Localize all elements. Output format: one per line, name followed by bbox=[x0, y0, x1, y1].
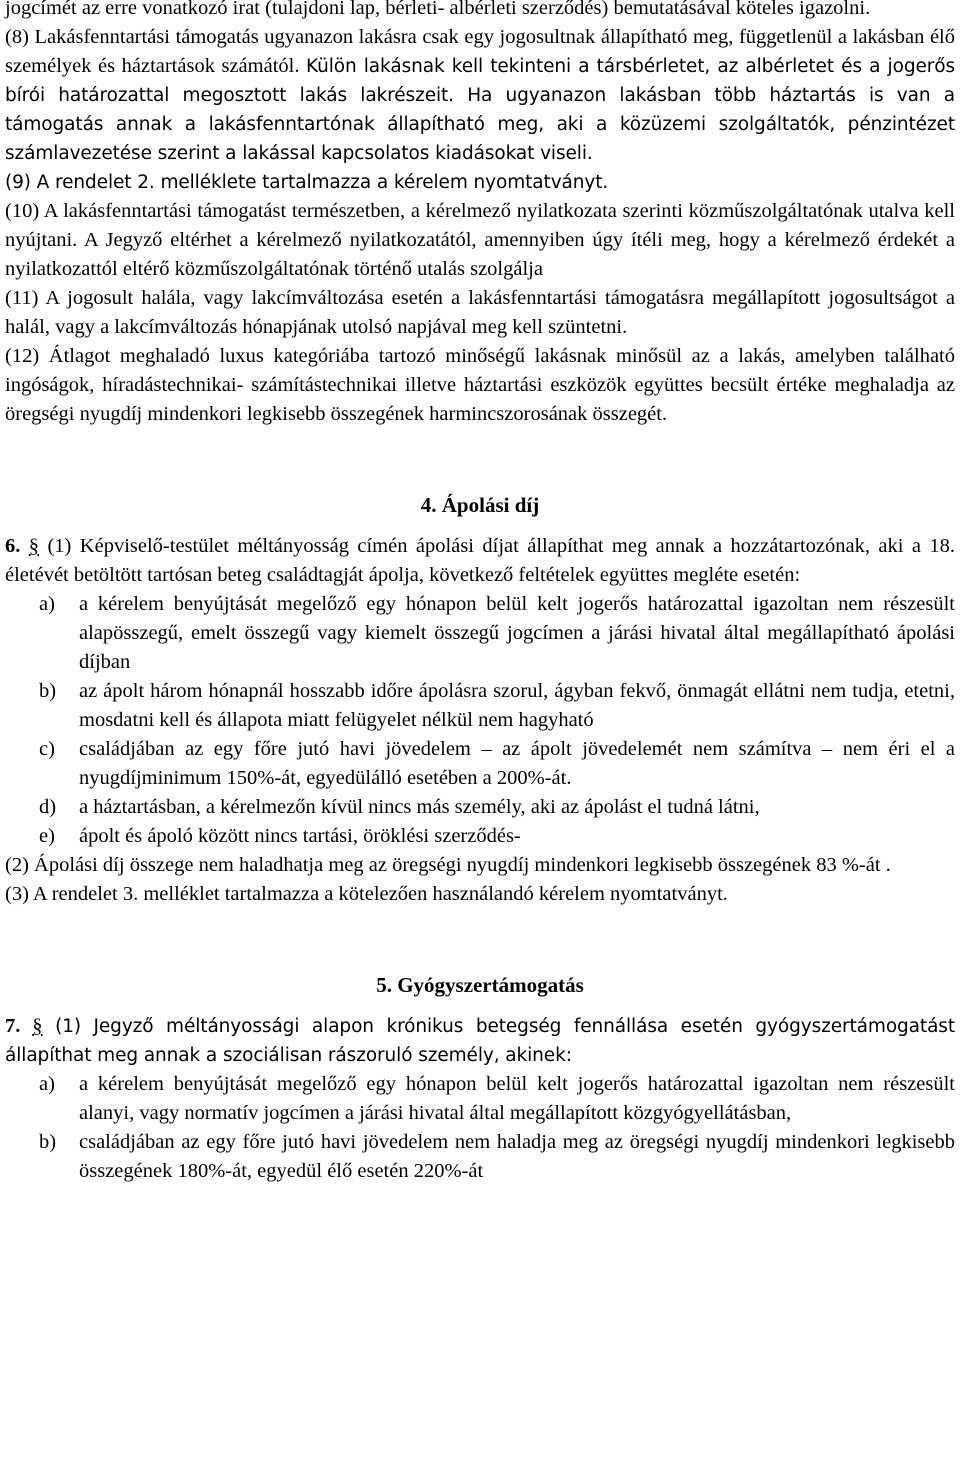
list-item-label: b) bbox=[39, 680, 57, 702]
list-item bbox=[5, 1128, 955, 1186]
list-item bbox=[5, 822, 955, 851]
spacer bbox=[5, 429, 955, 491]
list-item-text: a háztartásban, a kérelmezőn kívül nincs más személy, aki az ápolást el tudná látni, bbox=[79, 796, 760, 818]
section-7-conditions-list bbox=[5, 1070, 955, 1186]
section-symbol: § bbox=[28, 535, 40, 557]
list-item-label: a) bbox=[39, 593, 55, 615]
paragraph-8 bbox=[5, 23, 955, 168]
list-item-label: d) bbox=[39, 796, 57, 818]
section-6-paragraph-1-text: Képviselő-testület méltányosság címén ápolási díjat állapíthat meg annak a hozzátartozónak, aki a 18. életévét betöltött tartósan beteg családtagját ápolja, következő feltételek együttes megléte esetén: bbox=[5, 535, 956, 586]
list-item-text: családjában az egy főre jutó havi jövedelem – az ápolt jövedelemét nem számítva – nem éri el a nyugdíjminimum 150%-át, egyedülálló esetében a 200%-át. bbox=[79, 738, 955, 789]
list-item-label: e) bbox=[39, 825, 55, 847]
section-number: 7. bbox=[5, 1015, 21, 1037]
list-item-text: az ápolt három hónapnál hosszabb időre ápolásra szorul, ágyban fekvő, önmagát ellátni nem tudja, etetni, mosdatni kell és állapota miatt felügyelet nélkül nem hagyható bbox=[79, 680, 955, 731]
list-item-label: a) bbox=[39, 1073, 55, 1095]
paragraph-8-part1: (8) Lakásfenntartási támogatás ugyanazon lakásra csak egy jogosultnak állapítható meg, függetlenül a lakásban élő személyek és háztartások számától. bbox=[5, 26, 955, 77]
paragraph-7-end: jogcímét az erre vonatkozó irat (tulajdoni lap, bérleti- albérleti szerződés) bemutatásával köteles igazolni. bbox=[5, 0, 871, 19]
list-item-text: családjában az egy főre jutó havi jövedelem nem haladja meg az öregségi nyugdíj mindenkori legkisebb összegének 180%-át, egyedül élő esetén 220%-át bbox=[79, 1131, 955, 1182]
list-item-text: a kérelem benyújtását megelőző egy hónapon belül kelt jogerős határozattal igazoltan nem részesült alanyi, vagy normatív jogcímen a járási hivatal által megállapított közgyógyellátásban, bbox=[79, 1073, 955, 1124]
list-item-text: a kérelem benyújtását megelőző egy hónapon belül kelt jogerős határozattal igazoltan nem részesült alapösszegű, emelt összegű vagy kiemelt összegű jogcímen a járási hivatal által megállapítható ápolási díjban bbox=[79, 593, 955, 673]
list-item bbox=[5, 793, 955, 822]
section-7-paragraph-1 bbox=[5, 1012, 955, 1070]
section-symbol: § bbox=[32, 1015, 43, 1037]
subsection-number: (1) bbox=[39, 535, 80, 557]
paragraph-12: (12) Átlagot meghaladó luxus kategóriába tartozó minőségű lakásnak minősül az a lakás, amelyben található ingóságok, híradástechnikai- számítástechnikai illetve háztartási eszközök együttes becsült értéke meghaladja az öregségi nyugdíj mindenkori legkisebb összegének harmincszorosának összegét. bbox=[5, 345, 955, 425]
paragraph-8-part2: Külön lakásnak kell tekinteni a társbérletet, az albérletet és a jogerős bírói határozattal megosztott lakás lakrészeit. Ha ugyanazon lakásban több háztartás is van a támogatás annak a lakásfenntartónak állapítható meg, aki a közüzemi szolgáltatók, pénzintézet számlavezetése szerint a lakással kapcsolatos kiadásokat viseli. bbox=[5, 56, 956, 164]
section-4-heading: 4. Ápolási díj bbox=[420, 493, 540, 517]
section-6-paragraph-1 bbox=[5, 532, 955, 590]
paragraph-10-part2: A Jegyző eltérhet a kérelmező nyilatkozatától, amennyiben úgy ítéli meg, hogy a kérelmező érdekét a nyilatkozattól eltérő közműszolgáltatónak történő utalás szolgálja bbox=[5, 229, 955, 280]
paragraph-9: (9) A rendelet 2. melléklete tartalmazza a kérelem nyomtatványt. bbox=[5, 172, 609, 193]
list-item-label: b) bbox=[39, 1131, 57, 1153]
list-item-text: ápolt és ápoló között nincs tartási, öröklési szerződés- bbox=[79, 825, 521, 847]
spacer bbox=[5, 909, 955, 971]
paragraph-11: (11) A jogosult halála, vagy lakcímváltozása esetén a lakásfenntartási támogatásra megállapított jogosultságot a halál, vagy a lakcímváltozás hónapjának utolsó napjával meg kell szüntetni. bbox=[5, 287, 955, 338]
list-item bbox=[5, 1070, 955, 1128]
section-6-paragraph-3: (3) A rendelet 3. melléklet tartalmazza a kötelezően használandó kérelem nyomtatványt. bbox=[5, 883, 728, 905]
section-5-heading: 5. Gyógyszertámogatás bbox=[376, 973, 584, 997]
list-item bbox=[5, 677, 955, 735]
section-6-paragraph-2: (2) Ápolási díj összege nem haladhatja meg az öregségi nyugdíj mindenkori legkisebb összegének 83 %-át . bbox=[5, 854, 891, 876]
list-item-label: c) bbox=[39, 738, 55, 760]
section-7-paragraph-1-text: (1) Jegyző méltányossági alapon krónikus betegség fennállása esetén gyógyszertámogatást állapíthat meg annak a szociálisan rászoruló személy, akinek: bbox=[5, 1016, 956, 1066]
document-page bbox=[5, 0, 955, 1186]
paragraph-10 bbox=[5, 197, 955, 284]
list-item bbox=[5, 735, 955, 793]
section-6-conditions-list bbox=[5, 590, 955, 851]
list-item bbox=[5, 590, 955, 677]
paragraph-10-part1: (10) A lakásfenntartási támogatást természetben, a kérelmező nyilatkozata szerinti közműszolgáltatónak utalva kell nyújtani. bbox=[5, 200, 955, 251]
section-number: 6. bbox=[5, 535, 21, 557]
